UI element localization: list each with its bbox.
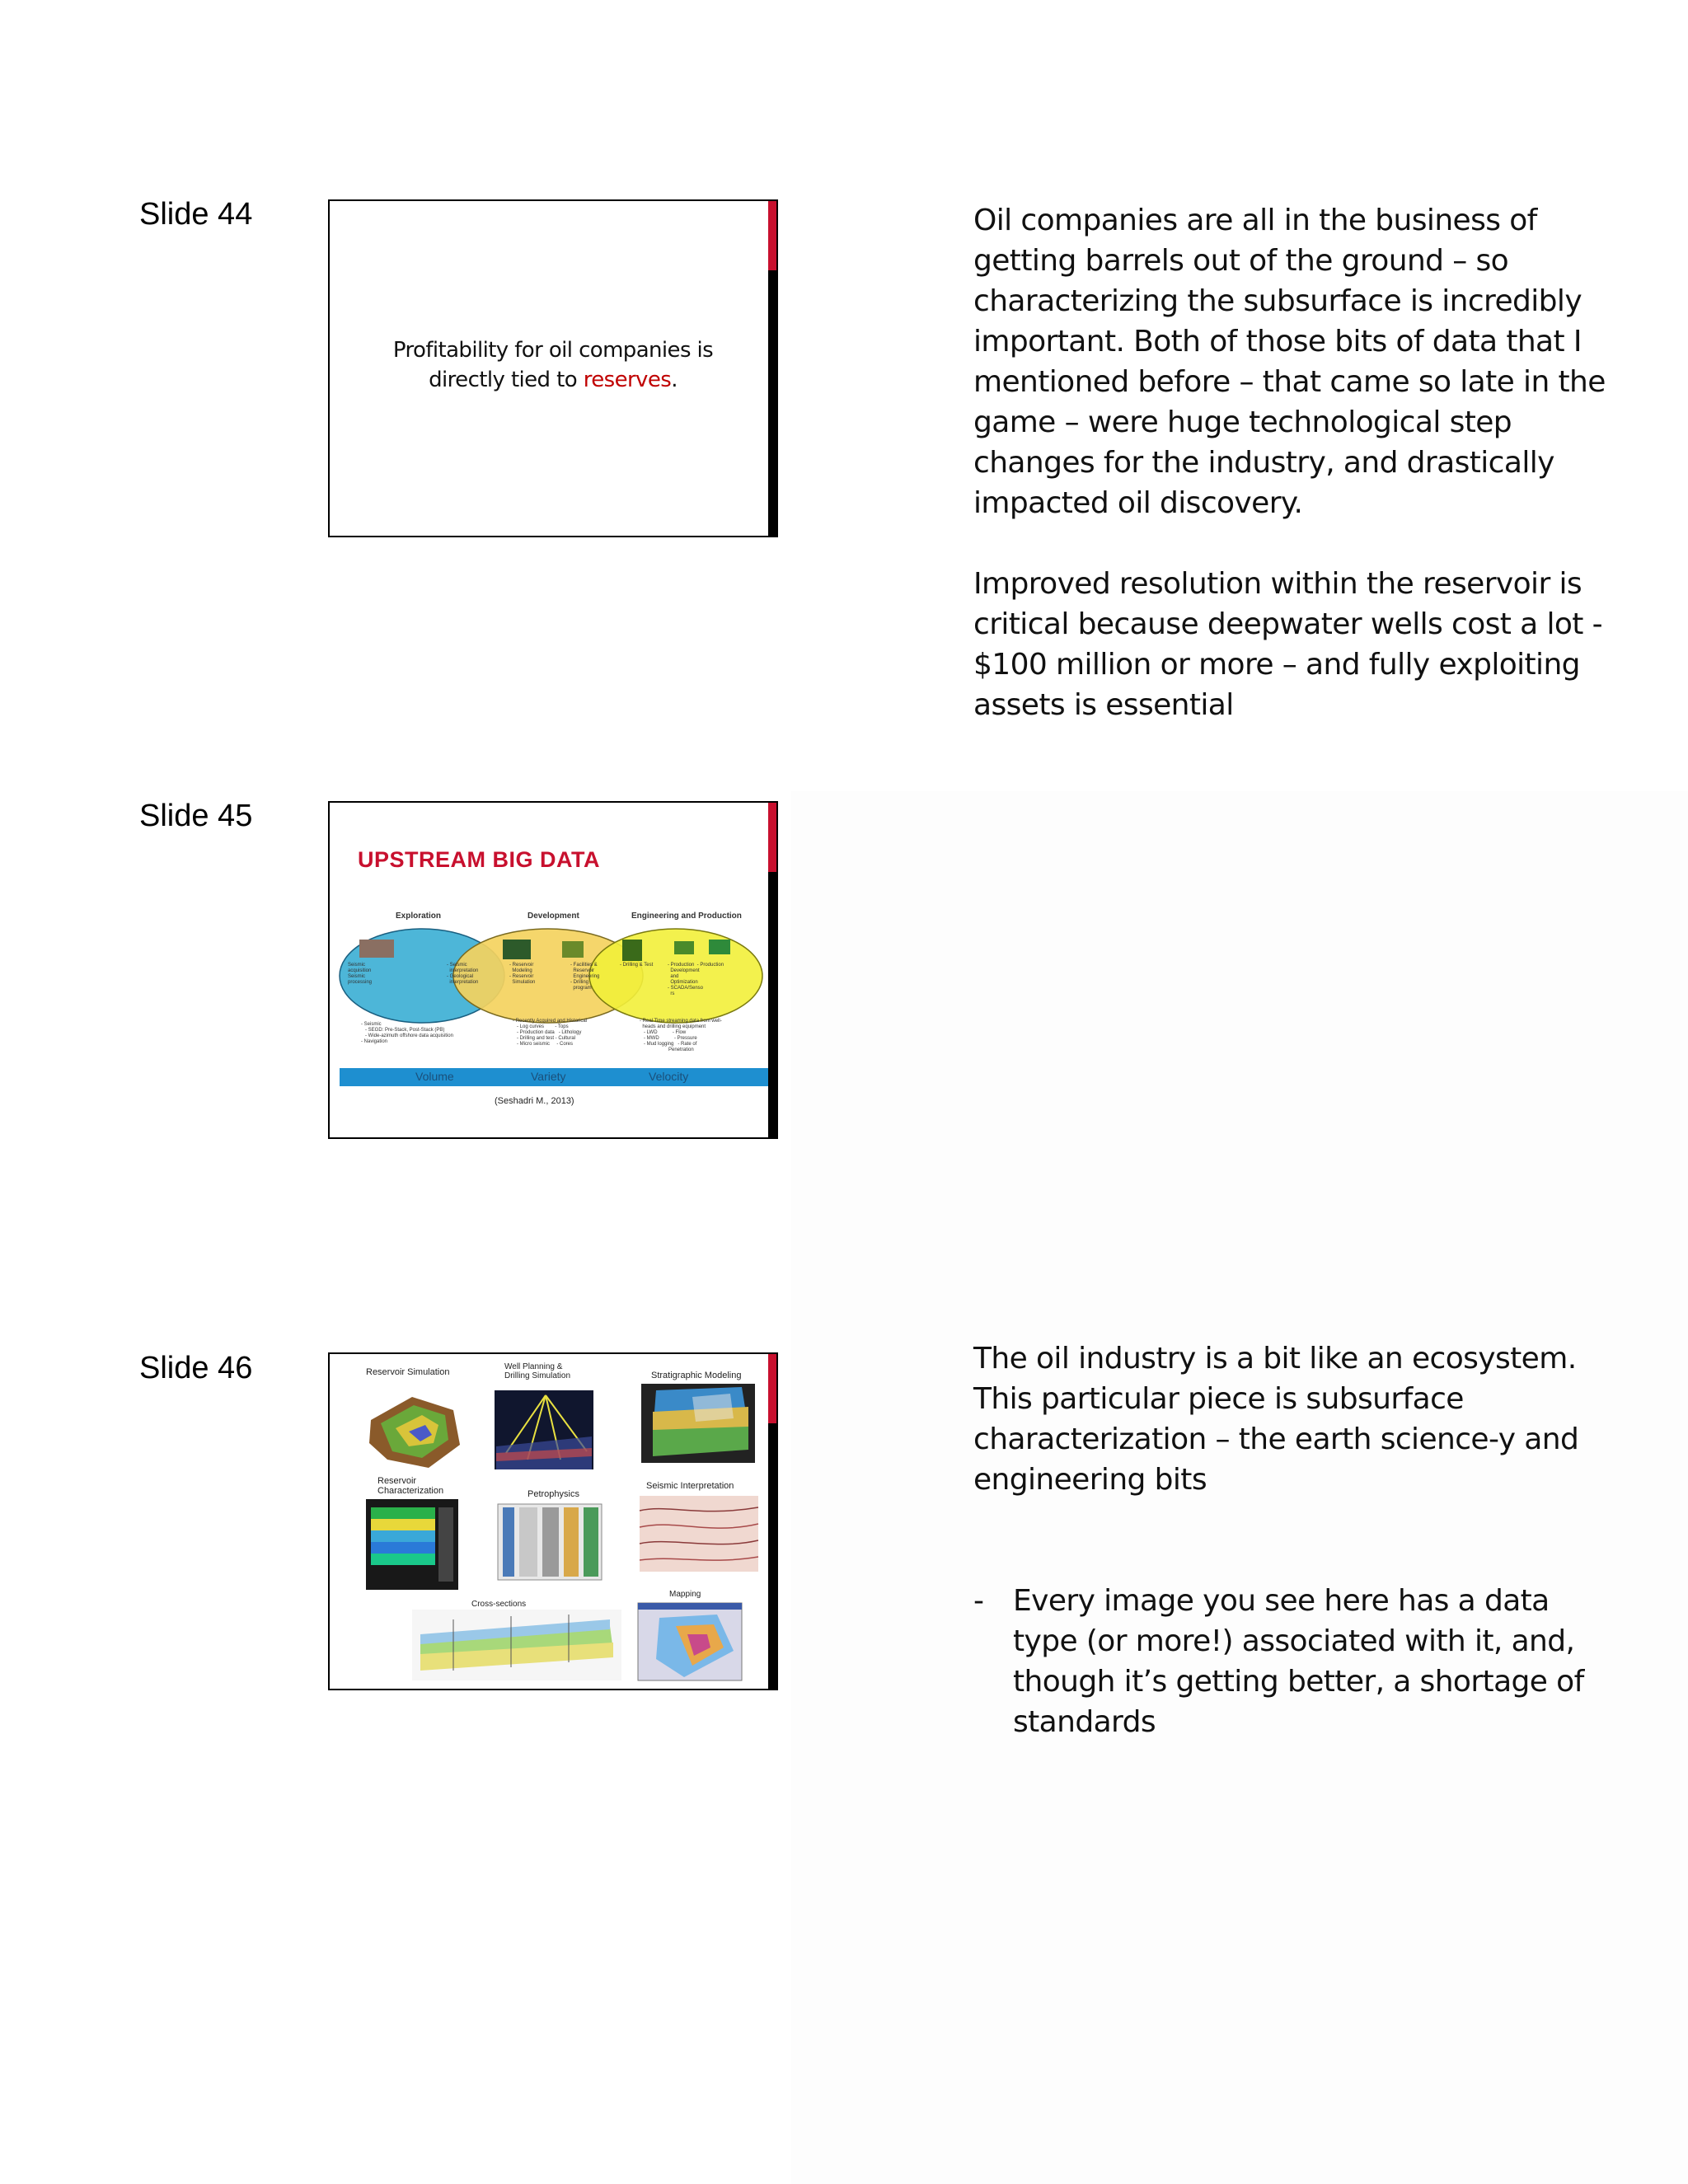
caption-cross-sections: Cross-sections — [471, 1600, 527, 1609]
seismic-thumb — [359, 940, 394, 958]
bullet-text: Every image you see here has a data type (or more!) associated with it, and, though it’s getting better, a shortage of standards — [1013, 1584, 1584, 1739]
reserves-highlight: reserves — [583, 368, 672, 392]
seismic-interpretation-image — [640, 1496, 758, 1572]
notes-paragraph: Improved resolution within the reservoir is critical because deepwater wells cost a lot - $100 million or more – and fully exploiting assets is essential — [973, 567, 1603, 722]
drill-rig-thumb — [622, 940, 642, 961]
column-production: Engineering and Production — [631, 912, 742, 921]
mapping-image — [638, 1603, 742, 1680]
cross-sections-image — [412, 1610, 621, 1680]
interpretation-items: - Seismic interpretation - Geological interpretation — [447, 963, 479, 985]
big-data-band — [340, 1068, 768, 1086]
notes-paragraph: Oil companies are all in the business of getting barrels out of the ground – so characterizing the subsurface is incredibly important. Both of those bits of data that I mentioned before – that came so late in the game – were huge technological step changes for the industry, and drastically impacted oil discovery. — [973, 204, 1606, 520]
production-thumb — [674, 941, 694, 954]
caption-reservoir-simulation: Reservoir Simulation — [366, 1367, 450, 1377]
notes-paragraph: The oil industry is a bit like an ecosystem. This particular piece is subsurface characterization – the earth science-y and engineering bits — [973, 1342, 1579, 1497]
reservoir-model-thumb — [503, 940, 531, 959]
slide-46-label: Slide 46 — [139, 1351, 253, 1385]
slide-45-label: Slide 45 — [139, 799, 253, 833]
caption-reservoir-characterization: Reservoir Characterization — [377, 1476, 444, 1496]
reservoir-characterization-image — [366, 1499, 458, 1590]
development-bullets: - Recently Acquired and Historical - Log curves - Tops - Production data - Lithology - Drilling and test - Cultural - Micro seismic - Cores — [513, 1019, 588, 1047]
band-velocity: Velocity — [649, 1070, 689, 1083]
slide-44-line-2: directly tied to reserves. — [429, 368, 678, 392]
band-volume: Volume — [415, 1070, 454, 1083]
exploration-bullets: - Seismic - SEGD: Pre-Stack, Post-Stack (PB) - Wide-azimuth offshore data acquisition - Navigation — [361, 1022, 453, 1044]
slide-46-thumbnail[interactable] — [328, 1352, 778, 1690]
slide-45-thumbnail[interactable] — [328, 801, 778, 1139]
production-bullets: - Real Time streaming data from well- heads and drilling equipment - LWD - Flow - MWD - Pressure - Mud logging - Rate of Penetration — [640, 1019, 722, 1052]
bullet-marker: - — [973, 1584, 984, 1618]
caption-seismic-interpretation: Seismic Interpretation — [646, 1481, 734, 1491]
reservoir-items: - Reservoir Modeling - Reservoir Simulation — [509, 963, 536, 985]
stratigraphic-modeling-image — [641, 1384, 755, 1463]
slide-44-thumbnail[interactable] — [328, 199, 778, 537]
facility-thumb — [562, 941, 584, 958]
caption-well-planning: Well Planning & Drilling Simulation — [504, 1362, 571, 1380]
production-items: - Production - Production Development and Optimization - SCADA/Senso rs — [668, 963, 724, 996]
slide-45-title: UPSTREAM BIG DATA — [358, 847, 600, 872]
slide-44-line-1: Profitability for oil companies is — [392, 338, 714, 363]
exploration-items: Seismic acquisition Seismic processing — [348, 963, 373, 985]
petrophysics-image — [498, 1504, 602, 1580]
slide-44-label: Slide 44 — [139, 197, 253, 232]
slide-44-notes — [973, 200, 1616, 725]
well-planning-image — [495, 1390, 593, 1469]
caption-stratigraphic-modeling: Stratigraphic Modeling — [651, 1371, 742, 1380]
facilities-items: - Facilities & Reservoir Engineering - Drilling program — [570, 963, 600, 991]
tank-thumb — [709, 940, 730, 954]
band-variety: Variety — [531, 1070, 566, 1083]
slide-edge-accent — [768, 201, 776, 270]
column-development: Development — [528, 912, 579, 921]
reservoir-simulation-image — [369, 1397, 460, 1468]
caption-mapping: Mapping — [669, 1590, 701, 1599]
slide-44-statement — [363, 335, 743, 395]
notes-bullet-item — [973, 1581, 1616, 1742]
slide-46-notes — [973, 1338, 1616, 1742]
column-exploration: Exploration — [396, 912, 442, 921]
drilling-items: - Drilling & Test — [620, 963, 654, 968]
caption-petrophysics: Petrophysics — [528, 1489, 579, 1499]
subsurface-images — [330, 1354, 776, 1689]
slide-45-citation: (Seshadri M., 2013) — [495, 1096, 574, 1106]
